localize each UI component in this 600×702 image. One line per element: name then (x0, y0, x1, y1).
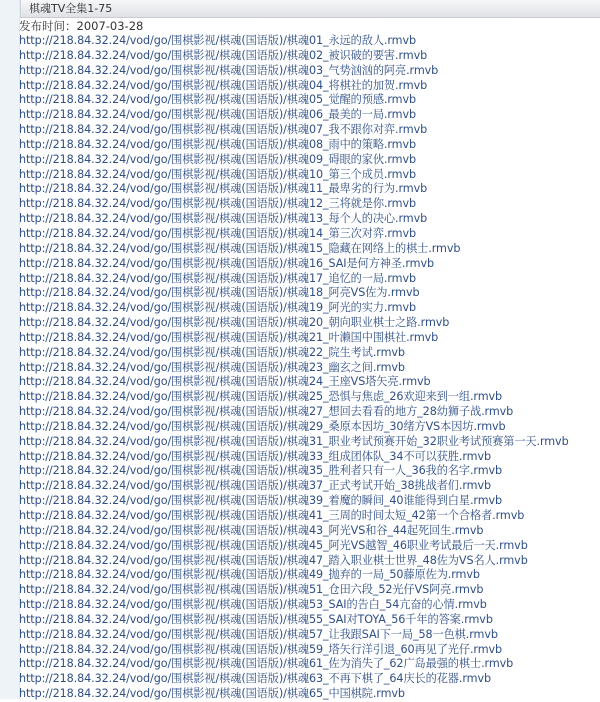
episode-link[interactable]: http://218.84.32.24/vod/go/围棋影视/棋魂(国语版)/棋魂06_最美的一局.rmvb (19, 108, 416, 122)
episode-link[interactable]: http://218.84.32.24/vod/go/围棋影视/棋魂(国语版)/棋魂45_阿光VS越智_46职业考试最后一天.rmvb (19, 538, 528, 552)
post-title: 棋魂TV全集1-75 (29, 2, 113, 15)
episode-link[interactable]: http://218.84.32.24/vod/go/围棋影视/棋魂(国语版)/棋魂04_将棋社的加贺.rmvb (19, 78, 428, 92)
episode-link[interactable]: http://218.84.32.24/vod/go/围棋影视/棋魂(国语版)/棋魂23_幽玄之间.rmvb (19, 360, 405, 374)
episode-link[interactable]: http://218.84.32.24/vod/go/围棋影视/棋魂(国语版)/棋魂09_碍眼的家伙.rmvb (19, 152, 416, 166)
episode-link[interactable]: http://218.84.32.24/vod/go/围棋影视/棋魂(国语版)/棋魂49_抛弃的一局_50藤原佐为.rmvb (19, 568, 480, 582)
episode-link[interactable]: http://218.84.32.24/vod/go/围棋影视/棋魂(国语版)/棋魂47_踏入职业棋士世界_48佐为VS名人.rmvb (19, 553, 528, 567)
episode-link[interactable]: http://218.84.32.24/vod/go/围棋影视/棋魂(国语版)/棋魂15_隐藏在网络上的棋士.rmvb (19, 241, 461, 255)
episode-link[interactable]: http://218.84.32.24/vod/go/围棋影视/棋魂(国语版)/棋魂14_第三次对弈.rmvb (19, 226, 416, 240)
episode-link[interactable]: http://218.84.32.24/vod/go/围棋影视/棋魂(国语版)/棋魂51_仓田六段_52光仔VS阿亮.rmvb (19, 583, 484, 597)
episode-link[interactable]: http://218.84.32.24/vod/go/围棋影视/棋魂(国语版)/棋魂63_不再下棋了_64庆长的花器.rmvb (19, 672, 491, 686)
episode-link[interactable]: http://218.84.32.24/vod/go/围棋影视/棋魂(国语版)/棋魂25_恐惧与焦虑_26欢迎来到一组.rmvb (19, 390, 503, 404)
episode-link[interactable]: http://218.84.32.24/vod/go/围棋影视/棋魂(国语版)/棋魂02_被识破的要害.rmvb (19, 48, 428, 62)
publish-date: 发布时间：2007-03-28 (19, 19, 144, 33)
episode-link[interactable]: http://218.84.32.24/vod/go/围棋影视/棋魂(国语版)/棋魂24_王座VS塔矢亮.rmvb (19, 375, 431, 389)
link-list (19, 34, 600, 702)
episode-link[interactable]: http://218.84.32.24/vod/go/围棋影视/棋魂(国语版)/棋魂18_阿亮VS佐为.rmvb (19, 286, 420, 300)
episode-link[interactable]: http://218.84.32.24/vod/go/围棋影视/棋魂(国语版)/棋魂07_我不跟你对弈.rmvb (19, 123, 428, 137)
episode-link[interactable]: http://218.84.32.24/vod/go/围棋影视/棋魂(国语版)/棋魂41_三周的时间太短_42第一个合格者.rmvb (19, 509, 525, 522)
episode-link[interactable]: http://218.84.32.24/vod/go/围棋影视/棋魂(国语版)/棋魂05_觉醒的预感.rmvb (19, 93, 416, 107)
episode-link[interactable]: http://218.84.32.24/vod/go/围棋影视/棋魂(国语版)/棋魂43_阿光VS和谷_44起死回生.rmvb (19, 523, 484, 537)
episode-link[interactable]: http://218.84.32.24/vod/go/围棋影视/棋魂(国语版)/棋魂61_佐为消失了_62广岛最强的棋士.rmvb (19, 657, 514, 671)
episode-link[interactable]: http://218.84.32.24/vod/go/围棋影视/棋魂(国语版)/棋魂37_正式考试开始_38挑战者们.rmvb (19, 479, 491, 493)
episode-link[interactable]: http://218.84.32.24/vod/go/围棋影视/棋魂(国语版)/棋魂16_SAI是何方神圣.rmvb (19, 256, 434, 270)
episode-link[interactable]: http://218.84.32.24/vod/go/围棋影视/棋魂(国语版)/棋魂03_气势汹汹的阿亮.rmvb (19, 63, 439, 77)
episode-link[interactable]: http://218.84.32.24/vod/go/围棋影视/棋魂(国语版)/棋魂53_SAI的告白_54亢奋的心情.rmvb (19, 598, 487, 612)
episode-link[interactable]: http://218.84.32.24/vod/go/围棋影视/棋魂(国语版)/棋魂21_叶濑国中围棋社.rmvb (19, 330, 439, 344)
episode-link[interactable]: http://218.84.32.24/vod/go/围棋影视/棋魂(国语版)/棋魂17_追忆的一局.rmvb (19, 271, 416, 285)
episode-link[interactable]: http://218.84.32.24/vod/go/围棋影视/棋魂(国语版)/棋魂19_阿光的实力.rmvb (19, 301, 416, 315)
episode-link[interactable]: http://218.84.32.24/vod/go/围棋影视/棋魂(国语版)/棋魂20_朝向职业棋士之路.rmvb (19, 316, 450, 330)
episode-link[interactable]: http://218.84.32.24/vod/go/围棋影视/棋魂(国语版)/棋魂01_永远的敌人.rmvb (19, 34, 416, 47)
episode-link[interactable]: http://218.84.32.24/vod/go/围棋影视/棋魂(国语版)/棋魂13_每个人的决心.rmvb (19, 212, 428, 226)
episode-link[interactable]: http://218.84.32.24/vod/go/围棋影视/棋魂(国语版)/棋魂12_三将就是你.rmvb (19, 197, 416, 211)
episode-link[interactable]: http://218.84.32.24/vod/go/围棋影视/棋魂(国语版)/棋魂59_塔矢行洋引退_60再见了光仔.rmvb (19, 642, 503, 656)
episode-link[interactable]: http://218.84.32.24/vod/go/围棋影视/棋魂(国语版)/棋魂11_最卑劣的行为.rmvb (19, 182, 428, 196)
episode-link[interactable]: http://218.84.32.24/vod/go/围棋影视/棋魂(国语版)/棋魂08_雨中的策略.rmvb (19, 137, 416, 151)
left-gutter (0, 0, 20, 699)
post-title-bar (20, 0, 600, 18)
episode-link[interactable]: http://218.84.32.24/vod/go/围棋影视/棋魂(国语版)/棋魂55_SAI对TOYA_56千年的答案.rmvb (19, 612, 493, 626)
episode-link[interactable]: http://218.84.32.24/vod/go/围棋影视/棋魂(国语版)/棋魂39_着魔的瞬间_40谁能得到白星.rmvb (19, 494, 503, 508)
post-content (19, 19, 600, 702)
episode-link[interactable]: http://218.84.32.24/vod/go/围棋影视/棋魂(国语版)/棋魂10_第三个成员.rmvb (19, 167, 416, 181)
episode-link[interactable]: http://218.84.32.24/vod/go/围棋影视/棋魂(国语版)/棋魂31_职业考试预赛开始_32职业考试预赛第一天.rmvb (19, 434, 569, 448)
episode-link[interactable]: http://218.84.32.24/vod/go/围棋影视/棋魂(国语版)/棋魂22_院生考试.rmvb (19, 345, 405, 359)
episode-link[interactable]: http://218.84.32.24/vod/go/围棋影视/棋魂(国语版)/棋魂65_中国棋院.rmvb (19, 687, 405, 701)
episode-link[interactable]: http://218.84.32.24/vod/go/围棋影视/棋魂(国语版)/棋魂33_组成团体队_34不可以获胜.rmvb (19, 449, 491, 463)
episode-link[interactable]: http://218.84.32.24/vod/go/围棋影视/棋魂(国语版)/棋魂35_胜利者只有一人_36我的名字.rmvb (19, 464, 503, 478)
episode-link[interactable]: http://218.84.32.24/vod/go/围棋影视/棋魂(国语版)/棋魂29_桑原本因坊_30绪方VS本因坊.rmvb (19, 419, 506, 433)
episode-link[interactable]: http://218.84.32.24/vod/go/围棋影视/棋魂(国语版)/棋魂27_想回去看看的地方_28幼狮子战.rmvb (19, 405, 514, 419)
episode-link[interactable]: http://218.84.32.24/vod/go/围棋影视/棋魂(国语版)/棋魂57_让我跟SAI下一局_58一色棋.rmvb (19, 627, 498, 641)
